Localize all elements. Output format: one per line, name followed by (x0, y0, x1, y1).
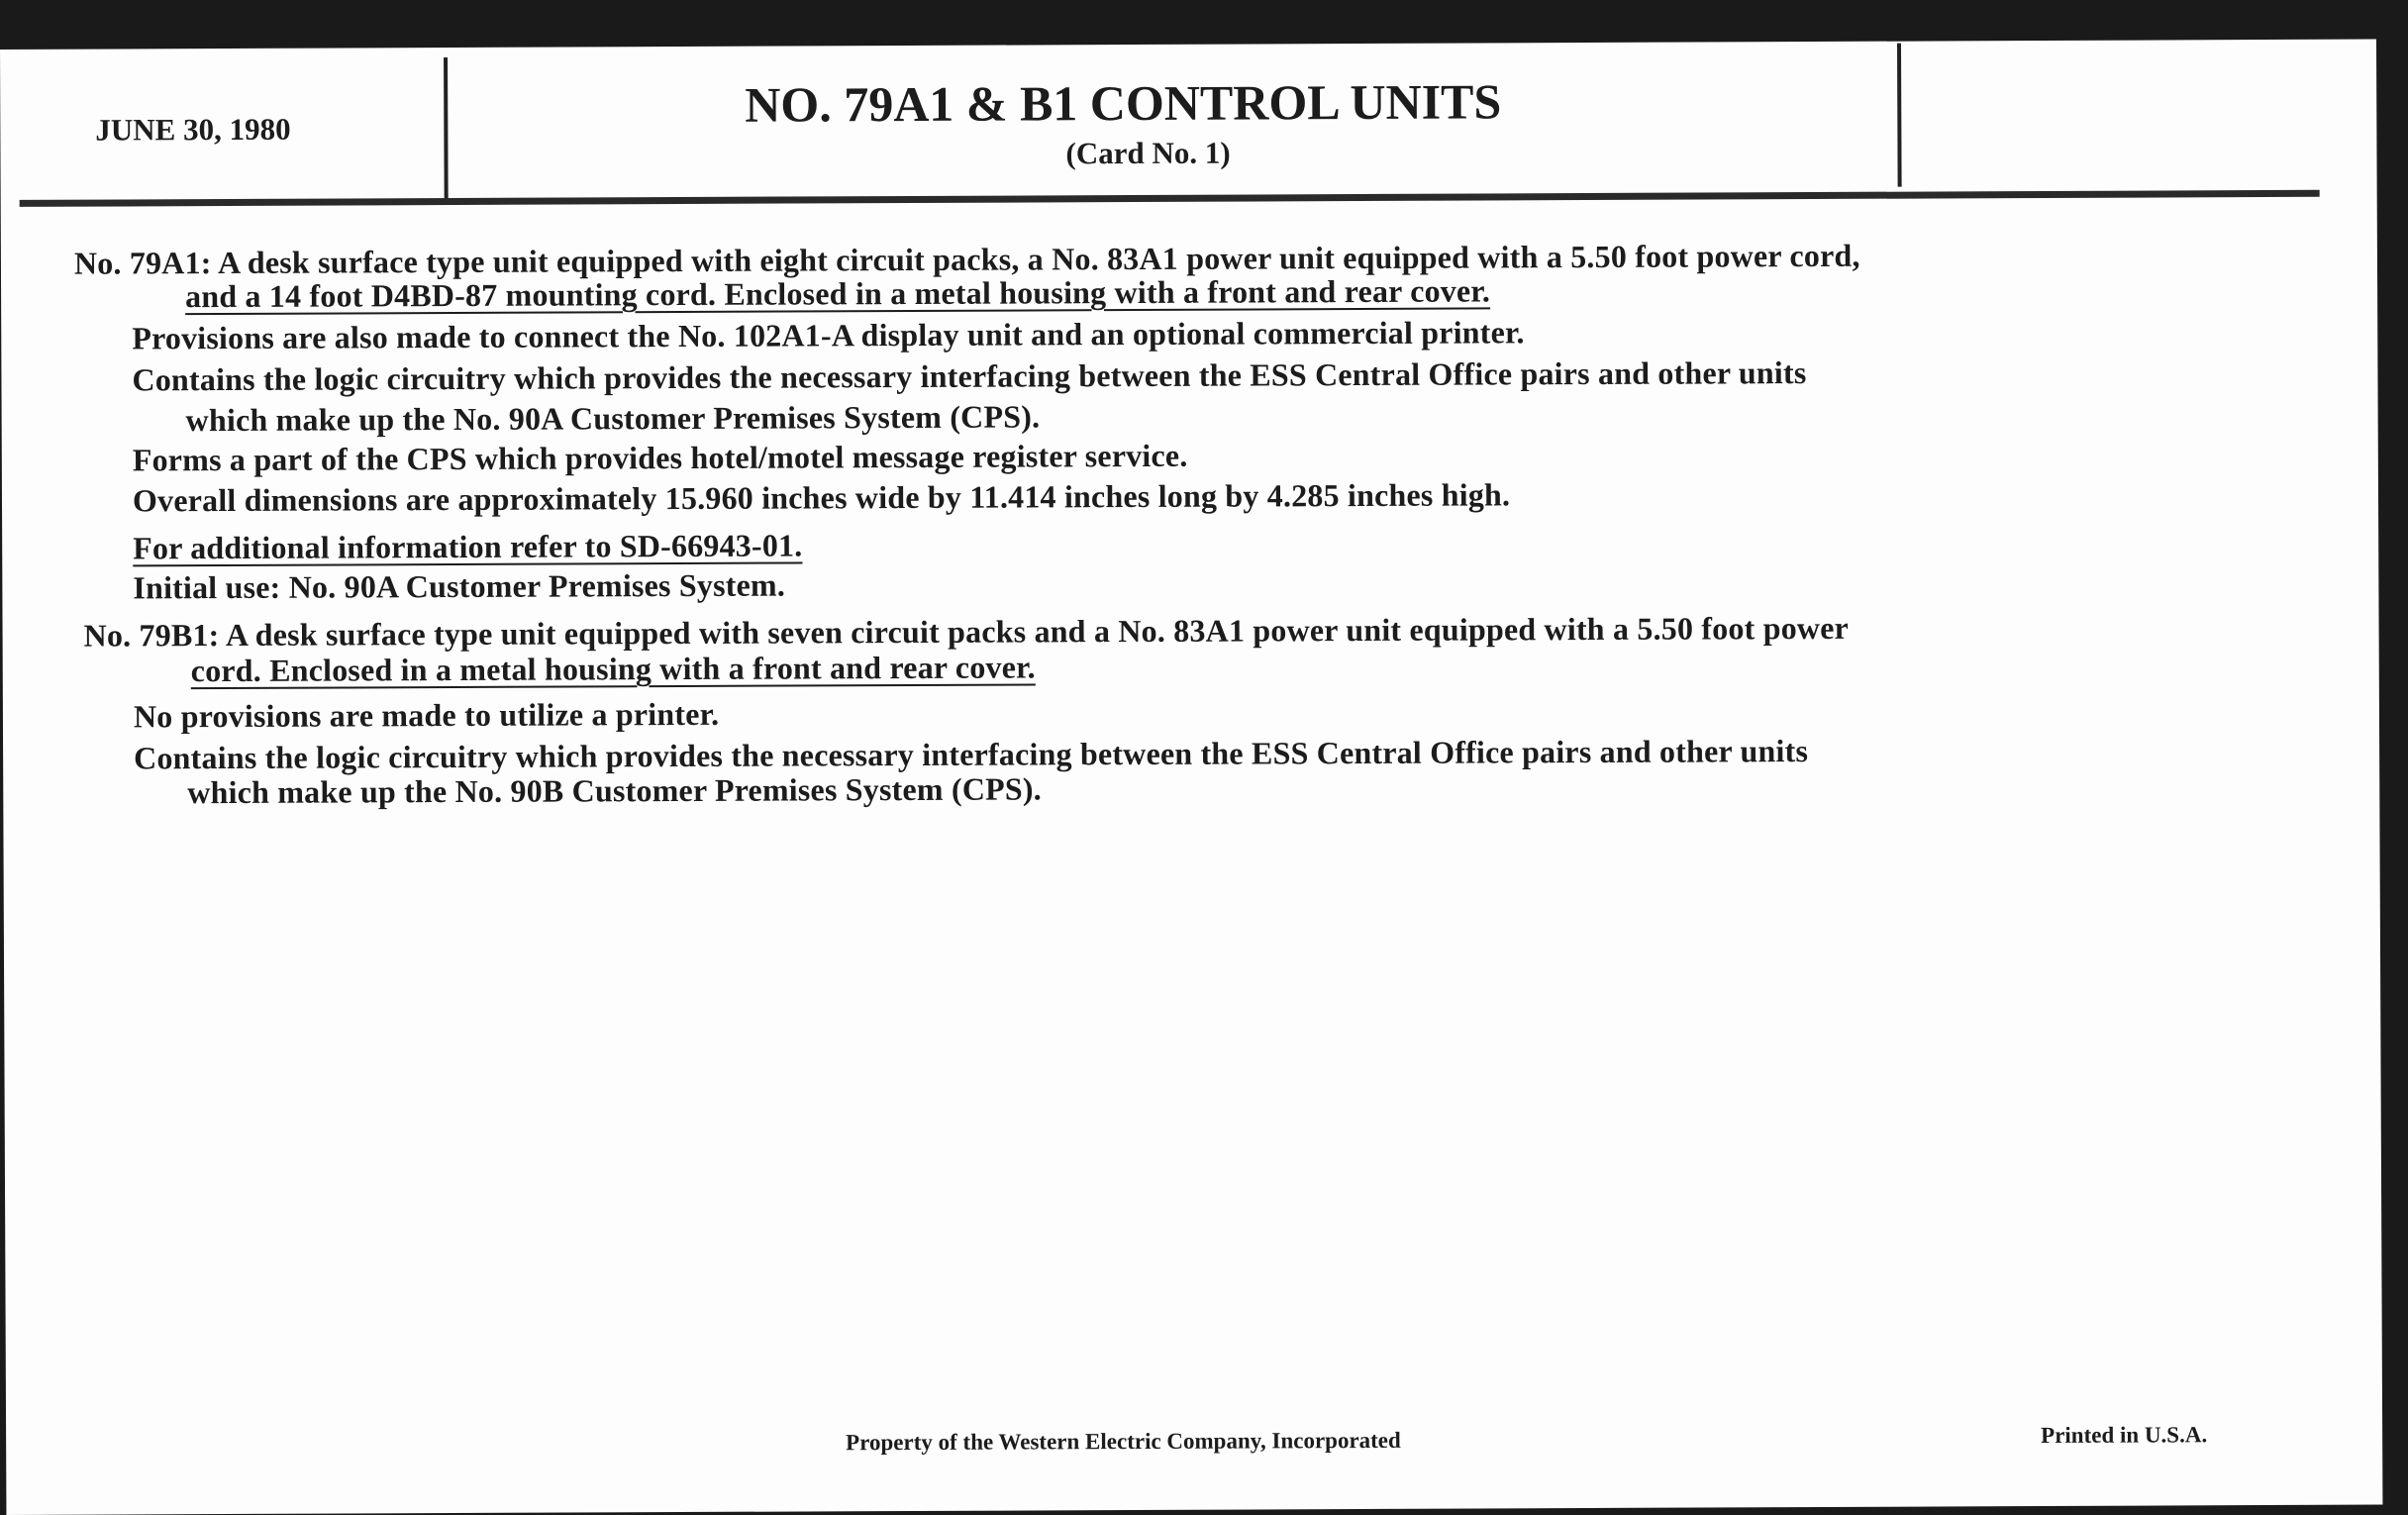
b1-description-line2: cord. Enclosed in a metal housing with a front and rear cover. (190, 649, 1036, 689)
card-title: NO. 79A1 & B1 CONTROL UNITS (745, 73, 1502, 133)
a1-description-line2: and a 14 foot D4BD-87 mounting cord. Enclosed in a metal housing with a front and rear cover. (185, 272, 1491, 315)
header-rule (20, 190, 2320, 207)
footer-printed: Printed in U.S.A. (2041, 1422, 2208, 1449)
a1-description-line1: No. 79A1: A desk surface type unit equipped with eight circuit packs, a No. 83A1 power unit equipped with a 5.50 foot power cord, (73, 237, 1860, 281)
a1-dimensions: Overall dimensions are approximately 15.960 inches wide by 11.414 inches long by 4.285 inches high. (132, 476, 1511, 519)
catalog-card (0, 40, 2382, 1515)
card-subtitle: (Card No. 1) (1065, 135, 1231, 171)
a1-provisions: Provisions are also made to connect the No. 102A1-A display unit and an optional commercial printer. (132, 314, 1525, 356)
a1-initial-use: Initial use: No. 90A Customer Premises System. (133, 566, 786, 606)
b1-contains-line2: which make up the No. 90B Customer Premises System (CPS). (187, 770, 1042, 811)
header-divider-left (444, 57, 449, 201)
a1-reference: For additional information refer to SD-66943-01. (133, 527, 803, 566)
a1-forms: Forms a part of the CPS which provides hotel/motel message register service. (132, 437, 1188, 478)
a1-contains-line1: Contains the logic circuitry which provides the necessary interfacing between the ESS Central Office pairs and other units (132, 354, 1807, 398)
b1-provisions: No provisions are made to utilize a printer. (133, 695, 720, 735)
header-divider-right (1897, 44, 1902, 187)
footer-property: Property of the Western Electric Company, Incorporated (846, 1427, 1401, 1456)
b1-description-line1: No. 79B1: A desk surface type unit equipped with seven circuit packs and a No. 83A1 power unit equipped with a 5.50 foot power (83, 609, 1850, 654)
card-date: JUNE 30, 1980 (95, 111, 291, 148)
a1-contains-line2: which make up the No. 90A Customer Premises System (CPS). (185, 398, 1041, 439)
b1-contains-line1: Contains the logic circuitry which provides the necessary interfacing between the ESS Central Office pairs and other units (134, 733, 1809, 776)
